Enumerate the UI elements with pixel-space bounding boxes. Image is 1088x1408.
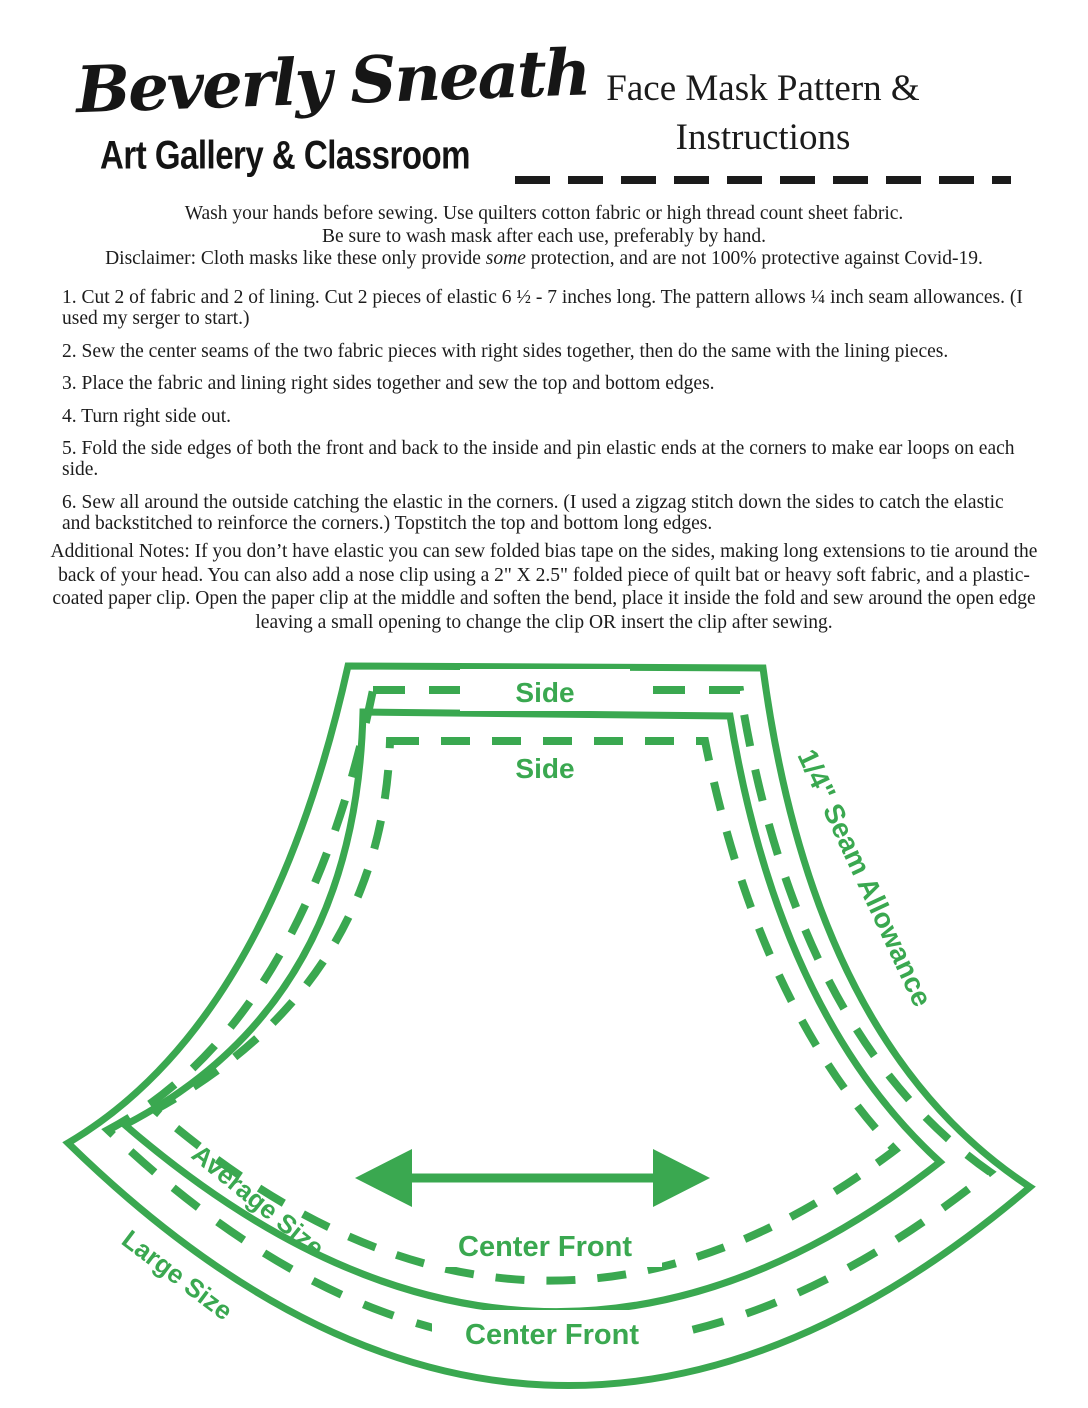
center-front-large-label: Center Front	[465, 1319, 639, 1351]
disclaimer-pre: Disclaimer: Cloth masks like these only provide	[105, 248, 486, 269]
intro-line1: Wash your hands before sewing. Use quilters cotton fabric or high thread count sheet fabric.	[184, 203, 904, 224]
large-size-label: Large Size	[116, 1223, 239, 1327]
title-block	[515, 64, 1011, 184]
additional-notes-text: Additional Notes: If you don’t have elastic you can sew folded bias tape on the sides, making long extensions to tie around the back of your head. You can also add a nose clip using a 2" X 2.5" folded piece of quilt bat or heavy soft fabric, and a plastic-coated paper clip. Open the paper clip at the middle and soften the bend, place it inside the fold and sew around the open edge leaving a small opening to change the clip OR insert the clip after sewing.	[50, 541, 1038, 633]
average-size-label: Average Size	[186, 1138, 331, 1263]
center-front-average-label: Center Front	[458, 1231, 632, 1263]
dashed-rule	[515, 176, 1011, 184]
side-inner-label: Side	[515, 753, 575, 784]
additional-notes-section	[50, 540, 1038, 634]
arrow-left-head-icon	[355, 1149, 412, 1207]
intro-line2: Be sure to wash mask after each use, preferably by hand.	[322, 225, 766, 247]
side-outer-label: Side	[515, 677, 575, 708]
disclaimer-italic: some	[485, 248, 526, 269]
instruction-step-3: 3. Place the fabric and lining right sides together and sew the top and bottom edges.	[62, 373, 715, 394]
page-title-line1: Face Mask Pattern &	[606, 68, 920, 109]
mask-pattern-diagram	[40, 645, 1050, 1408]
width-arrow	[355, 1149, 710, 1207]
disclaimer-post: protection, and are not 100% protective against Covid-19.	[525, 248, 983, 269]
page-title-line2: Instructions	[675, 117, 851, 158]
instruction-step-6: 6. Sew all around the outside catching the elastic in the corners. (I used a zigzag stitch down the sides to catch the elastic and backstitched to reinforce the corners.) Topstitch the top and bottom long edges.	[62, 491, 1004, 534]
instruction-step-2: 2. Sew the center seams of the two fabric pieces with right sides together, then do the same with the lining pieces.	[62, 340, 949, 362]
logo-subtitle-text: Art Gallery & Classroom	[100, 132, 470, 178]
instruction-step-1: 1. Cut 2 of fabric and 2 of lining. Cut 2 pieces of elastic 6 ½ - 7 inches long. The pattern allows ¼ inch seam allowances. (I used my serger to start.)	[62, 287, 1023, 329]
intro-section	[0, 203, 1088, 271]
logo-script-text: Beverly Sneath	[74, 35, 591, 129]
arrow-right-head-icon	[653, 1149, 710, 1207]
seam-allowance-label: 1/4" Seam Allowance	[791, 744, 938, 1012]
instructions-list	[62, 287, 1030, 545]
disclaimer-line	[0, 248, 1088, 271]
logo	[74, 35, 591, 178]
instruction-step-4: 4. Turn right side out.	[62, 405, 232, 427]
instruction-step-5: 5. Fold the side edges of both the front and back to the inside and pin elastic ends at the corners to make ear loops on each side.	[62, 438, 1015, 480]
